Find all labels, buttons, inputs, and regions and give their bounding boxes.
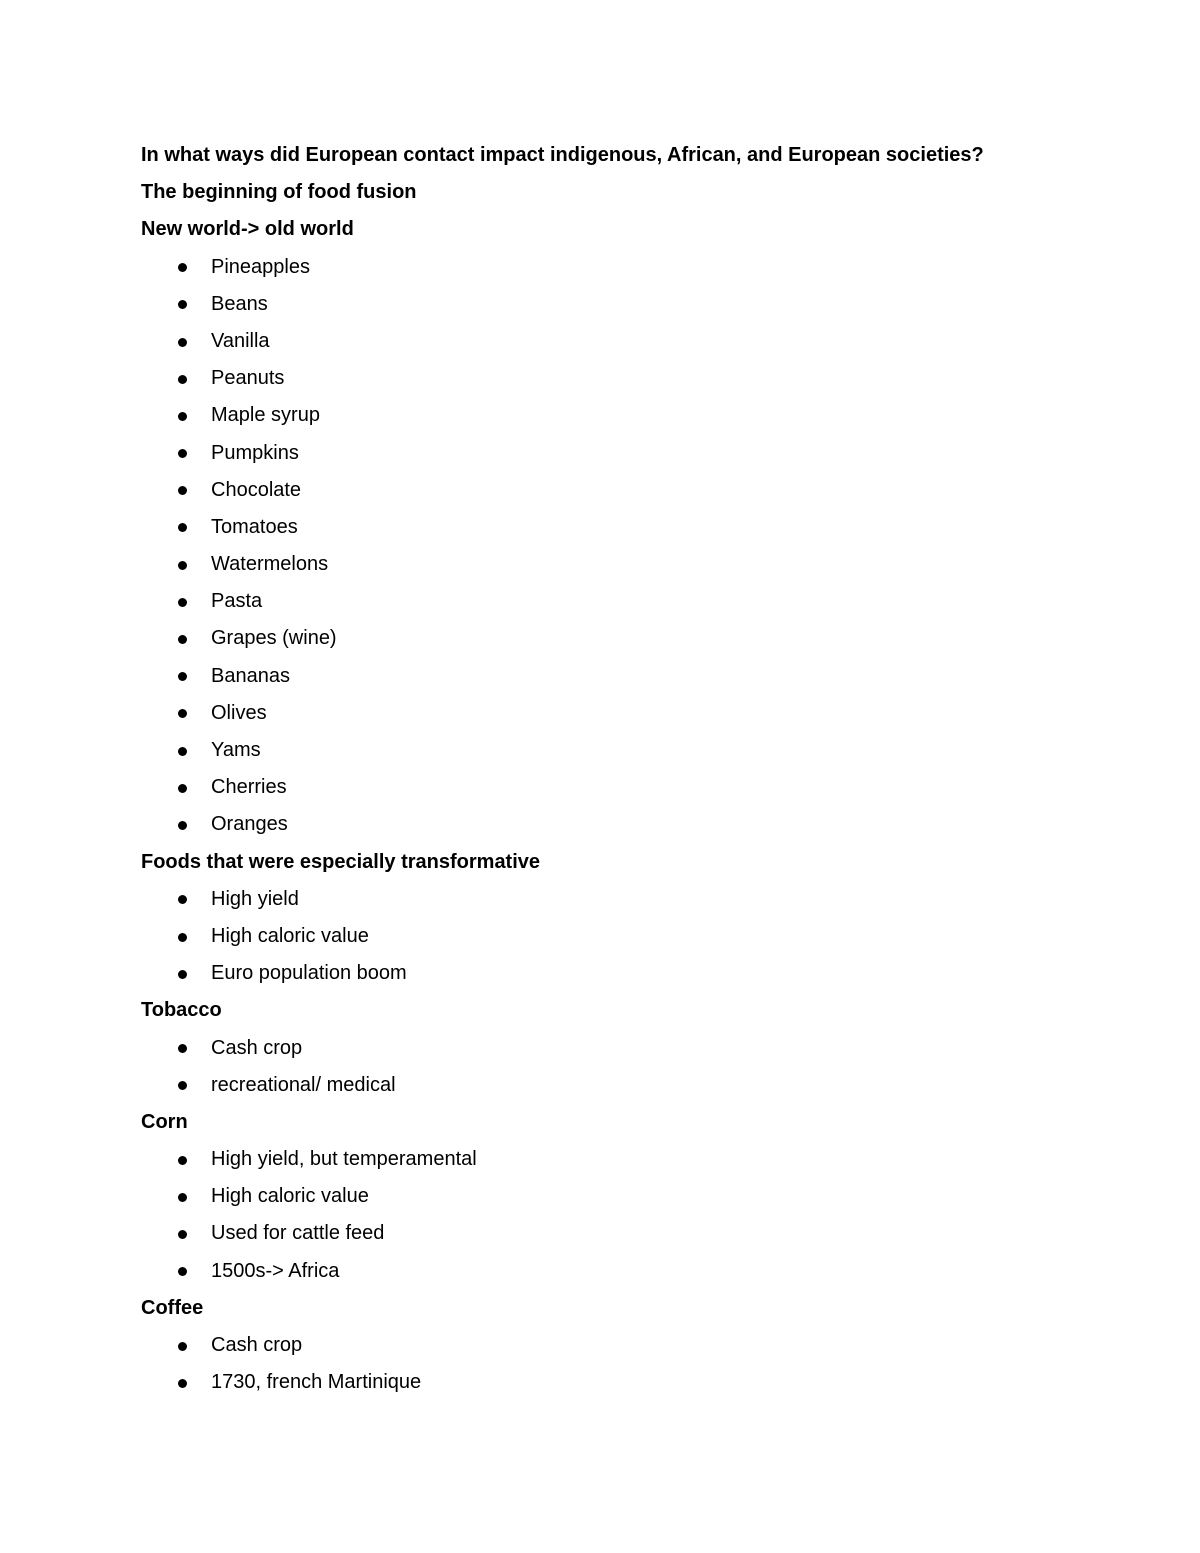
list-item-text: Pasta <box>211 590 263 613</box>
list-item-text: Bananas <box>211 664 290 687</box>
list-item <box>141 732 1141 769</box>
bullet-icon <box>178 486 187 495</box>
section-heading: Coffee <box>141 1296 204 1319</box>
list-item <box>141 435 1141 472</box>
bullet-icon <box>178 1081 187 1090</box>
bullet-icon <box>178 970 187 979</box>
list-item-text: Peanuts <box>211 367 285 390</box>
list-item <box>141 918 1141 955</box>
bullet-icon <box>178 338 187 347</box>
list-item-text: Cash crop <box>211 1334 303 1356</box>
list-item <box>141 1067 1141 1104</box>
list-item-text: Chocolate <box>211 478 302 501</box>
section-heading: Tobacco <box>141 999 222 1022</box>
list-item <box>141 509 1141 546</box>
bullet-icon <box>178 1230 187 1239</box>
list-item <box>141 955 1141 992</box>
list-item-text: Maple syrup <box>211 404 320 427</box>
list-item-text: Pineapples <box>211 255 310 278</box>
list-item <box>141 323 1141 360</box>
list-item <box>141 1327 1141 1364</box>
bullet-icon <box>178 709 187 718</box>
bullet-icon <box>178 1193 187 1202</box>
section-heading: Foods that were especially transformative <box>141 850 541 873</box>
list-item <box>141 695 1141 732</box>
document-body <box>141 137 1141 1401</box>
bullet-icon <box>178 1156 187 1165</box>
bullet-icon <box>178 300 187 309</box>
list-item <box>141 1253 1141 1290</box>
list-item-text: High yield, but temperamental <box>211 1148 477 1171</box>
list-item-text: Euro population boom <box>211 962 407 985</box>
list-item <box>141 620 1141 657</box>
bullet-icon <box>178 375 187 384</box>
list-item-text: Pumpkins <box>211 441 299 464</box>
list-item <box>141 1141 1141 1178</box>
list-item-text: High yield <box>211 887 299 910</box>
list-item-text: Oranges <box>211 813 288 836</box>
bullet-icon <box>178 263 187 272</box>
list-item-text: High caloric value <box>211 1185 369 1208</box>
list-item-text: Watermelons <box>211 553 329 576</box>
bullet-icon <box>178 821 187 830</box>
section-heading: The beginning of food fusion <box>141 181 417 204</box>
list-item <box>141 397 1141 434</box>
bullet-icon <box>178 933 187 942</box>
bullet-icon <box>178 1267 187 1276</box>
bullet-icon <box>178 1342 187 1351</box>
list-item <box>141 286 1141 323</box>
section-heading: In what ways did European contact impact indigenous, African, and European societies? <box>141 144 984 166</box>
list-item <box>141 1178 1141 1215</box>
bullet-icon <box>178 412 187 421</box>
bullet-icon <box>178 1044 187 1053</box>
list-item-text: Used for cattle feed <box>211 1222 385 1245</box>
bullet-icon <box>178 635 187 644</box>
bullet-icon <box>178 598 187 607</box>
list-item <box>141 806 1141 843</box>
list-item-text: Tomatoes <box>211 515 298 538</box>
list-item <box>141 546 1141 583</box>
list-item-text: 1730, french Martinique <box>211 1371 422 1394</box>
section-heading: Corn <box>141 1110 188 1133</box>
list-item-text: Beans <box>211 292 268 315</box>
list-item <box>141 769 1141 806</box>
bullet-icon <box>178 561 187 570</box>
list-item <box>141 881 1141 918</box>
bullet-icon <box>178 1379 187 1388</box>
list-item <box>141 1030 1141 1067</box>
list-item <box>141 1215 1141 1252</box>
list-item-text: Grapes (wine) <box>211 627 337 650</box>
bullet-icon <box>178 895 187 904</box>
bullet-icon <box>178 523 187 532</box>
section-heading: New world-> old world <box>141 218 354 241</box>
list-item-text: Olives <box>211 701 267 724</box>
bullet-icon <box>178 747 187 756</box>
list-item <box>141 249 1141 286</box>
list-item-text: 1500s-> Africa <box>211 1259 340 1282</box>
list-item <box>141 360 1141 397</box>
bullet-icon <box>178 672 187 681</box>
list-item <box>141 472 1141 509</box>
list-item-text: Cherries <box>211 776 287 799</box>
list-item <box>141 658 1141 695</box>
bullet-icon <box>178 449 187 458</box>
list-item-text: High caloric value <box>211 924 369 947</box>
list-item-text: Yams <box>211 739 261 761</box>
list-item-text: Cash crop <box>211 1036 303 1059</box>
list-item <box>141 1364 1141 1401</box>
list-item <box>141 583 1141 620</box>
bullet-icon <box>178 784 187 793</box>
list-item-text: Vanilla <box>211 329 270 352</box>
list-item-text: recreational/ medical <box>211 1073 396 1096</box>
